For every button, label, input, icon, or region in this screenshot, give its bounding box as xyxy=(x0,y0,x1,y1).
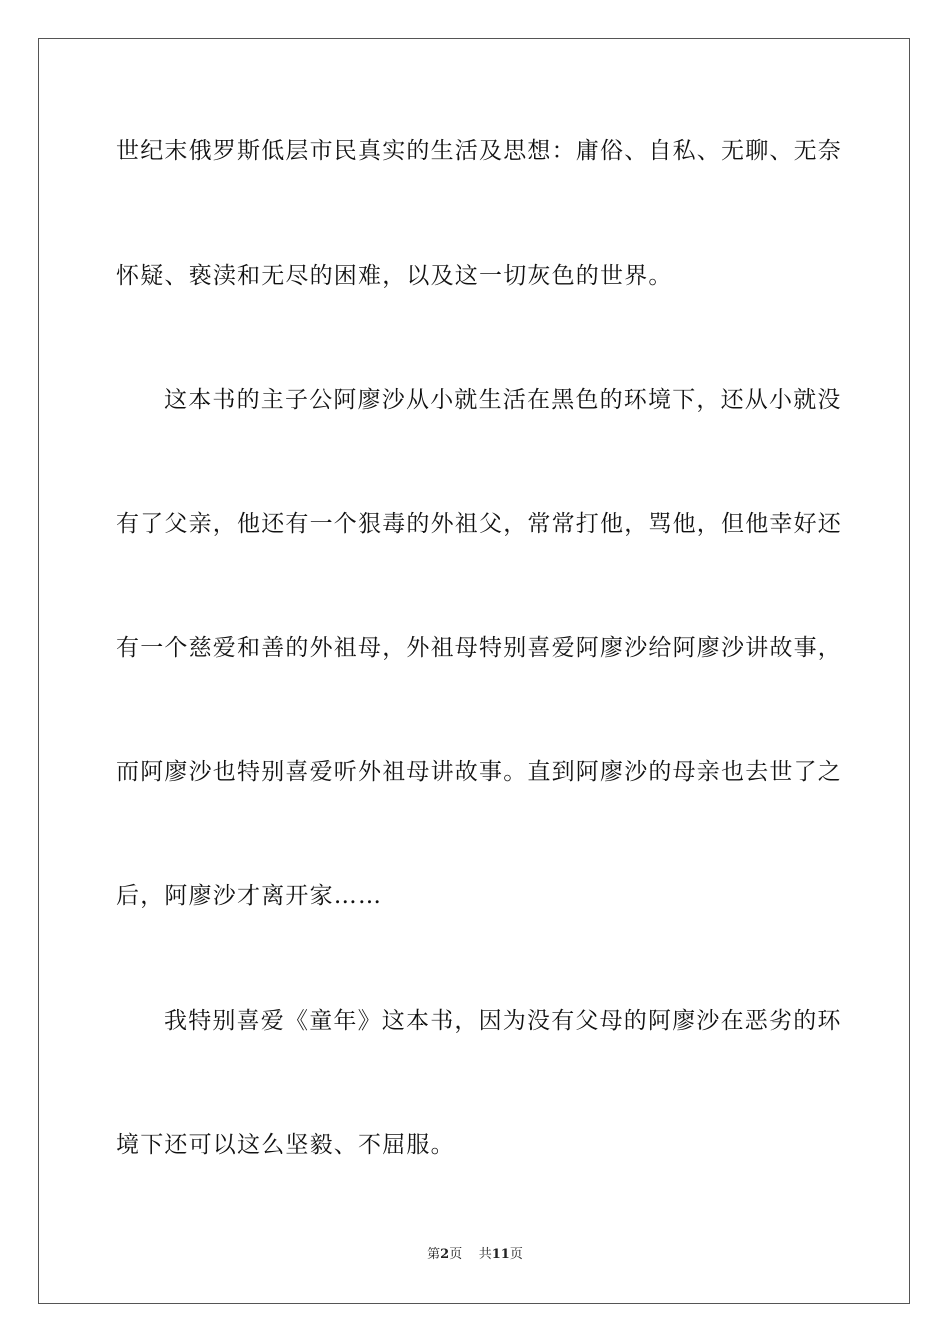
text-line-9: 境下还可以这么坚毅、不屈服。 xyxy=(116,1132,455,1158)
total-suffix: 页 xyxy=(509,1247,523,1262)
total-prefix: 共 xyxy=(478,1247,492,1262)
text-line-8: 我特别喜爱《童年》这本书，因为没有父母的阿廖沙在恶劣的环 xyxy=(164,1008,842,1034)
text-line-7: 后，阿廖沙才离开家…… xyxy=(116,883,383,909)
page-number: 2 xyxy=(440,1247,450,1262)
page-footer xyxy=(0,1246,950,1264)
text-line-3: 这本书的主子公阿廖沙从小就生活在黑色的环境下，还从小就没 xyxy=(164,387,842,413)
text-line-2: 怀疑、亵渎和无尽的困难，以及这一切灰色的世界。 xyxy=(116,263,673,289)
page-border xyxy=(38,38,910,1304)
page-prefix: 第 xyxy=(427,1247,441,1262)
text-line-6: 而阿廖沙也特别喜爱听外祖母讲故事。直到阿廖沙的母亲也去世了之 xyxy=(116,759,842,785)
text-line-5: 有一个慈爱和善的外祖母，外祖母特别喜爱阿廖沙给阿廖沙讲故事， xyxy=(116,635,842,661)
text-line-1: 世纪末俄罗斯低层市民真实的生活及思想：庸俗、自私、无聊、无奈 xyxy=(116,138,842,164)
text-line-4: 有了父亲，他还有一个狠毒的外祖父，常常打他，骂他，但他幸好还 xyxy=(116,511,842,537)
total-pages: 11 xyxy=(491,1247,510,1262)
page-suffix: 页 xyxy=(449,1247,463,1262)
